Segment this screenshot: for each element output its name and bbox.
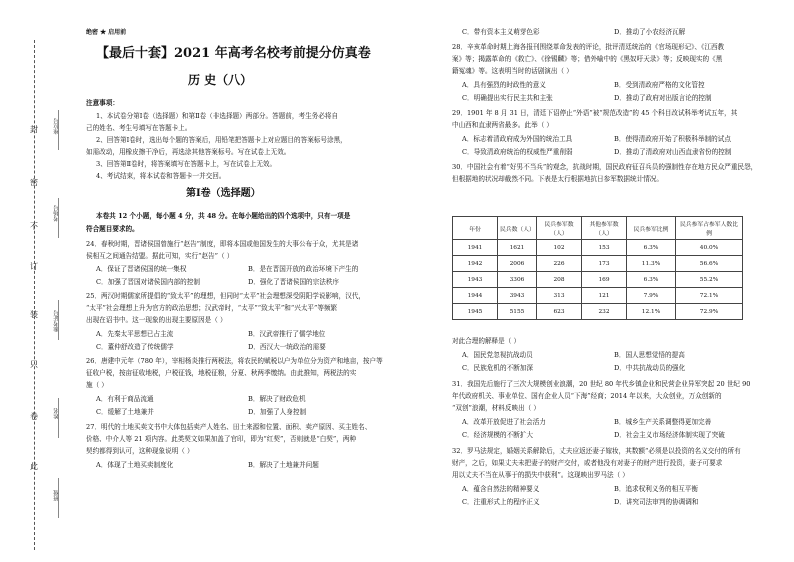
question-30-text: 30．中国社会有着“好男不当兵”的观念，抗战时期，国民政府征召兵员的强制性存在地方民众严重民怨， <box>452 163 758 171</box>
section-intro: 符合题目要求的。 <box>86 225 139 233</box>
table-cell: 5155 <box>498 304 537 320</box>
binding-char: 订 <box>30 262 38 271</box>
table-cell: 3943 <box>498 288 537 304</box>
question-31-option-b[interactable]: B．城乡生产关系调整得更加完善 <box>614 418 712 426</box>
secret-label: 绝密 ★ 启用前 <box>86 29 127 36</box>
question-27-option-a[interactable]: A．体现了土地买卖制度化 <box>96 461 174 469</box>
question-29-text: 29．1901 年 8 月 31 日，清廷下诏停止“外语”被“规范改造”的 45 个科目改试科举考试五年，其 <box>452 109 738 117</box>
question-25-text: 出现在诏书中。这一现象的出现主要原因是（ ） <box>86 316 227 324</box>
question-31-text: 年代政府机关、事业单位、国有企业人员“下海”经商；2014 年以来，大众创业，万众创新的 <box>452 392 722 400</box>
question-28-text: 28．辛亥革命时期上海各报刊围绕革命发表的评论，批评清廷统治的《官场现形记》、《江西教 <box>452 43 725 51</box>
field-underline <box>58 478 59 518</box>
question-31-option-a[interactable]: A．改革开放促进了社会活力 <box>462 418 546 426</box>
exam-title: 【最后十套】2021 年高考名校考前提分仿真卷 <box>96 46 371 61</box>
table-row <box>453 240 743 256</box>
table-cell: 102 <box>537 240 582 256</box>
binding-char: 密 <box>30 178 38 187</box>
question-29-option-d[interactable]: D．推动了清政府对山西直隶省份的控制 <box>614 148 732 156</box>
name-field[interactable]: 姓名 <box>54 408 60 419</box>
question-29-option-a[interactable]: A．标志着清政府成为外国的统治工具 <box>462 135 573 143</box>
table-cell: 1621 <box>498 240 537 256</box>
question-30-prompt: 对此合理的解释是（ ） <box>452 337 521 345</box>
question-26-text: 26．唐建中元年（780 年），宰相杨炎推行两税法，将农民的赋税以户为单位分为资产和地亩，按户等 <box>86 357 383 365</box>
table-cell: 121 <box>582 288 627 304</box>
table-header: 民兵参军比例 <box>627 217 676 240</box>
question-32-text: 财产，之后，如果丈夫未把妻子的财产交付，或者他没有对妻子的财产进行投资，妻子可要求 <box>452 459 723 467</box>
table-header: 年份 <box>453 217 498 240</box>
question-25-option-a[interactable]: A．先秦太平思想已占主流 <box>96 330 174 338</box>
question-27-text: 契约都得到认可，这种现象说明（ ） <box>86 447 194 455</box>
table-cell: 12.1% <box>627 304 676 320</box>
question-27-text: 27．明代的土地买卖文书中大体包括卖产人姓名、田土来源和位置、面积、卖产原因、买主姓名、 <box>86 423 372 431</box>
binding-char: 不 <box>30 222 38 231</box>
question-24-option-b[interactable]: B．是在晋国开放的政治环境下产生的 <box>248 265 359 273</box>
table-cell: 72.9% <box>676 304 743 320</box>
question-26-option-a[interactable]: A．有利于商品流通 <box>96 395 154 403</box>
table-cell: 1943 <box>453 272 498 288</box>
table-header: 民兵参军数（人） <box>537 217 582 240</box>
question-25-text: 25．两汉时期儒家所提倡的“致太平”的理想，但同时“太平”社会理想深受阴阳学说影响，汉代， <box>86 292 366 300</box>
question-26-text: 征收户税，按亩征收地税，户税征钱，地税征粮，分夏、秋两季缴纳。由此推知，两税法的实 <box>86 369 357 377</box>
table-cell: 6.3% <box>627 272 676 288</box>
question-28-option-d[interactable]: D．推动了政府对出版言论的控制 <box>614 94 712 102</box>
table-cell: 55.2% <box>676 272 743 288</box>
table-header: 其他参军数（人） <box>582 217 627 240</box>
table-cell: 313 <box>537 288 582 304</box>
question-24-text: 侯相互之间通告结盟。据此可知，实行“赵告”（ ） <box>86 252 234 260</box>
question-28-option-b[interactable]: B．受到清政府严格的文化管控 <box>614 81 705 89</box>
question-24-text: 24．春秋时期，晋诸侯国曾施行“赵告”制度，即将本国或他国发生的大事公布于众，尤其是诸 <box>86 240 359 248</box>
question-32-option-d[interactable]: D．讲究司法审判的协调调和 <box>614 498 699 506</box>
field-underline <box>58 398 59 438</box>
question-24-option-a[interactable]: A．保证了晋诸侯国的统一集权 <box>96 265 187 273</box>
question-30-text: 但根据地的状况却截然不同。下表是太行根据地抗日参军数据统计情况。 <box>452 175 663 183</box>
question-32-option-c[interactable]: C．注重形式上的程序正义 <box>462 498 540 506</box>
table-cell: 7.9% <box>627 288 676 304</box>
question-30-option-b[interactable]: B．国人思想觉悟的提高 <box>614 351 685 359</box>
binding-char: 此 <box>30 462 38 471</box>
question-26-option-c[interactable]: C．缓解了土地兼并 <box>96 408 154 416</box>
question-24-option-c[interactable]: C．加强了晋国对诸侯国内部的控制 <box>96 278 200 286</box>
question-30-option-d[interactable]: D．中共抗战动员的强化 <box>614 364 686 372</box>
table-cell: 2006 <box>498 256 537 272</box>
participation-table <box>452 216 743 320</box>
table-row <box>453 272 743 288</box>
binding-char: 封 <box>30 125 38 134</box>
question-31-option-c[interactable]: C．经济规模的不断扩大 <box>462 431 533 439</box>
question-29-text: 中山西和直隶两省最多。此举（ ） <box>452 121 554 129</box>
table-cell: 1942 <box>453 256 498 272</box>
question-25-option-b[interactable]: B．汉武帝推行了儒学地位 <box>248 330 326 338</box>
question-25-text: “太平”社会理想上升为官方的政治思想；汉武帝时，“太平”“致太平”和“兴太平”等频繁 <box>86 304 338 312</box>
question-29-option-b[interactable]: B．使得清政府开始了积极科举制的试点 <box>614 135 731 143</box>
question-26-option-b[interactable]: B．解决了财政危机 <box>248 395 306 403</box>
question-27-option-c[interactable]: C．带有资本主义萌芽色彩 <box>462 28 540 36</box>
question-32-option-a[interactable]: A．蕴含自然法的精神要义 <box>462 485 540 493</box>
question-32-option-b[interactable]: B．追求权利义务的相互平衡 <box>614 485 698 493</box>
question-31-text: “双创”浪潮，材料反映出（ ） <box>452 404 540 412</box>
table-cell: 40.0% <box>676 240 743 256</box>
notes-line: 2、回答第Ⅰ卷时，选出每个题的答案后，用铅笔把答题卡上对应题目的答案标号涂黑， <box>96 136 347 144</box>
question-28-text: 籍冤魂》等。这表明当时的话剧演出（ ） <box>452 67 573 75</box>
notes-line: 4、考试结束，将本试卷和答题卡一并交回。 <box>96 172 226 180</box>
table-cell: 169 <box>582 272 627 288</box>
question-25-option-c[interactable]: C．董仲舒改造了传统儒学 <box>96 343 174 351</box>
table-cell: 623 <box>537 304 582 320</box>
question-28-text: 案》等；揭露革命的《救亡》、《徐锡麟》等；借外喻中的《黑奴吁天录》等；反映现实的《黑 <box>452 55 723 63</box>
section-intro: 本卷共 12 个小题，每小题 4 分，共 48 分。在每小题给出的四个选项中，只有一项是 <box>96 212 351 220</box>
binding-cut-line <box>34 40 35 550</box>
table-header: 民兵参军占参军人数比例 <box>676 217 743 240</box>
question-32-text: 32．罗马法规定，婚姻关系解除后，丈夫应返还妻子嫁妆，其数额“必须是以投资的名义交付的所有 <box>452 447 741 455</box>
table-row <box>453 256 743 272</box>
table-cell: 153 <box>582 240 627 256</box>
table-cell: 1941 <box>453 240 498 256</box>
question-27-text: 价格、中介人等 21 项内容。此类契文如果加盖了官印，即为“红契”，否则就是“白契”，两种 <box>86 435 357 443</box>
question-30-option-a[interactable]: A．国民党忽视抗战动员 <box>462 351 533 359</box>
question-31-option-d[interactable]: D．社会主义市场经济体制实现了突破 <box>614 431 725 439</box>
exam-subject: 历 史（八） <box>188 73 253 87</box>
field-underline <box>58 300 59 340</box>
table-cell: 72.1% <box>676 288 743 304</box>
question-26-option-d[interactable]: D．加强了人身控制 <box>248 408 307 416</box>
table-cell: 1944 <box>453 288 498 304</box>
admission-number-field[interactable]: 准考证号 <box>54 310 60 332</box>
exam-room-field[interactable]: 考场号 <box>54 205 60 222</box>
table-cell: 208 <box>537 272 582 288</box>
question-28-option-c[interactable]: C．明确提出实行民主共和主张 <box>462 94 553 102</box>
question-27-option-b[interactable]: B．解决了土地兼并问题 <box>248 461 319 469</box>
question-32-text: 用以丈夫不当在从事于的损失中获利”。这现映出罗马法（ ） <box>452 471 629 479</box>
table-cell: 11.3% <box>627 256 676 272</box>
question-25-option-d[interactable]: D．西汉大一统政治的需要 <box>248 343 326 351</box>
question-27-option-d[interactable]: D．推动了小农经济瓦解 <box>614 28 686 36</box>
table-cell: 226 <box>537 256 582 272</box>
notes-line: 己的姓名、考生号填写在答题卡上。 <box>86 124 192 132</box>
table-row <box>453 288 743 304</box>
class-field[interactable]: 班级 <box>54 490 60 501</box>
table-cell: 3306 <box>498 272 537 288</box>
table-cell: 232 <box>582 304 627 320</box>
table-cell: 1945 <box>453 304 498 320</box>
notes-line: 如需改动，用橡皮擦干净后，再选涂其他答案标号。写在试卷上无效。 <box>86 148 291 156</box>
binding-char: 装 <box>30 310 38 319</box>
question-31-text: 31．我国先后施行了三次大规模创业浪潮，20 世纪 80 年代乡镇企业和民营企业异军突起 20 世纪 90 <box>452 380 751 388</box>
binding-char: 卷 <box>30 412 38 421</box>
field-underline <box>58 198 59 238</box>
notes-line: 1、本试卷分第Ⅰ卷（选择题）和第Ⅱ卷（非选择题）两部分。答题前，考生务必将自 <box>96 112 339 120</box>
table-cell: 6.3% <box>627 240 676 256</box>
section-title: 第Ⅰ卷（选择题） <box>186 188 261 199</box>
question-24-option-d[interactable]: D．强化了晋诸侯国的宗法秩序 <box>248 278 340 286</box>
notes-heading: 注意事项： <box>86 99 119 107</box>
seat-number-field[interactable]: 座位号 <box>54 118 60 135</box>
binding-char: 只 <box>30 360 38 369</box>
field-underline <box>58 110 59 150</box>
question-28-option-a[interactable]: A．具有强烈的时政性的意义 <box>462 81 546 89</box>
table-cell: 173 <box>582 256 627 272</box>
question-29-option-c[interactable]: C．导致清政府统治的权威性严重削弱 <box>462 148 573 156</box>
table-header: 民兵数（人） <box>498 217 537 240</box>
notes-line: 3、回答第Ⅱ卷时，将答案填写在答题卡上，写在试卷上无效。 <box>96 160 277 168</box>
table-cell: 56.6% <box>676 256 743 272</box>
question-26-text: 施（ ） <box>86 381 108 389</box>
question-30-option-c[interactable]: C．民族危机的不断加深 <box>462 364 533 372</box>
table-row <box>453 304 743 320</box>
